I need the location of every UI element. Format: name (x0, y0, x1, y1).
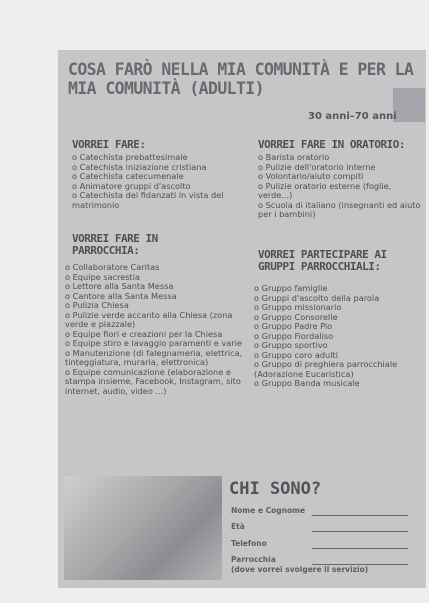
hands-photo (64, 476, 222, 580)
checkbox-option[interactable]: o Equipe fiori e creazioni per la Chiesa (65, 328, 223, 339)
checkbox-option[interactable]: o Lettore alla Santa Messa (65, 281, 174, 291)
list-gruppi (254, 284, 426, 389)
parish-label: Parrocchia (231, 555, 276, 564)
checkbox-option[interactable]: o Gruppo missionario (254, 302, 342, 312)
checkbox-option[interactable]: o Gruppo Padre Pio (254, 321, 333, 331)
parish-note: (dove vorrei svolgere il servizio) (231, 565, 369, 574)
list-oratorio (258, 153, 422, 220)
phone-label: Telefono (231, 539, 267, 548)
checkbox-option[interactable]: o Gruppo sportivo (254, 340, 328, 350)
age-range: 30 anni–70 anni (308, 111, 397, 122)
checkbox-option[interactable]: o Pulizie oratorio esterne (foglie, verde...) (258, 180, 392, 200)
list-vorrei-fare (72, 153, 254, 210)
checkbox-option[interactable]: o Gruppo Banda musicale (254, 378, 360, 388)
checkbox-option[interactable]: o Barista oratorio (258, 152, 330, 162)
checkbox-option[interactable]: o Equipe comunicazione (elaborazione e stampa insieme, Facebook, Instagram, sito internet, audio, video ...) (65, 366, 241, 396)
name-field[interactable] (312, 515, 408, 516)
heading-vorrei-fare: VORREI FARE: (72, 138, 146, 151)
checkbox-option[interactable]: o Pulizie verde accanto alla Chiesa (zona verde e piazzale) (65, 309, 233, 329)
checkbox-option[interactable]: o Cantore alla Santa Messa (65, 290, 177, 301)
checkbox-option[interactable]: o Pulizie dell'oratorio interne (258, 161, 376, 172)
checkbox-option[interactable]: o Catechista dei fidanzati in vista del matrimonio (72, 190, 224, 210)
flyer-title: COSA FARÒ NELLA MIA COMUNITÀ E PER LA MIA COMUNITÀ (ADULTI) (68, 60, 414, 98)
checkbox-option[interactable]: o Manutenzione (di falegnameria, elettrica, tinteggiatura, muraria, elettronica) (65, 347, 243, 367)
checkbox-option[interactable]: o Animatore gruppi d'ascolto (72, 180, 191, 191)
checkbox-option[interactable]: o Collaboratore Caritas (65, 262, 160, 272)
checkbox-option[interactable]: o Catechista iniziazione cristiana (72, 161, 207, 172)
checkbox-option[interactable]: o Catechista catecumenale (72, 171, 184, 181)
checkbox-option[interactable]: o Volontario/aiuto compiti (258, 171, 364, 181)
checkbox-option[interactable]: o Pulizia Chiesa (65, 300, 129, 310)
checkbox-option[interactable]: o Equipe stiro e lavaggio paramenti e varie (65, 338, 242, 348)
redaction-patch (393, 88, 425, 122)
heading-parrocchia: VORREI FARE IN PARROCCHIA: (72, 232, 158, 257)
checkbox-option[interactable]: o Scuola di italiano (insegnanti ed aiuto per i bambini) (258, 199, 421, 219)
phone-field[interactable] (312, 548, 408, 549)
checkbox-option[interactable]: o Gruppo di preghiera parrocchiale (Adorazione Eucaristica) (254, 359, 398, 379)
checkbox-option[interactable]: o Gruppo famiglie (254, 283, 328, 293)
heading-oratorio: VORREI FARE IN ORATORIO: (258, 138, 405, 151)
checkbox-option[interactable]: o Gruppo Consorelle (254, 311, 338, 322)
heading-gruppi: VORREI PARTECIPARE AI GRUPPI PARROCCHIALI: (258, 248, 387, 273)
name-label: Nome e Cognome (231, 506, 306, 515)
checkbox-option[interactable]: o Equipe sacrestia (65, 271, 141, 282)
age-label: Età (231, 522, 245, 531)
list-parrocchia (65, 263, 245, 396)
checkbox-option[interactable]: o Gruppo coro adulti (254, 349, 338, 360)
checkbox-option[interactable]: o Catechista prebattesimale (72, 152, 188, 162)
age-field[interactable] (312, 531, 408, 532)
checkbox-option[interactable]: o Gruppi d'ascolto della parola (254, 292, 380, 303)
checkbox-option[interactable]: o Gruppo Fiordaliso (254, 330, 334, 341)
chi-sono-heading: CHI SONO? (229, 479, 322, 499)
